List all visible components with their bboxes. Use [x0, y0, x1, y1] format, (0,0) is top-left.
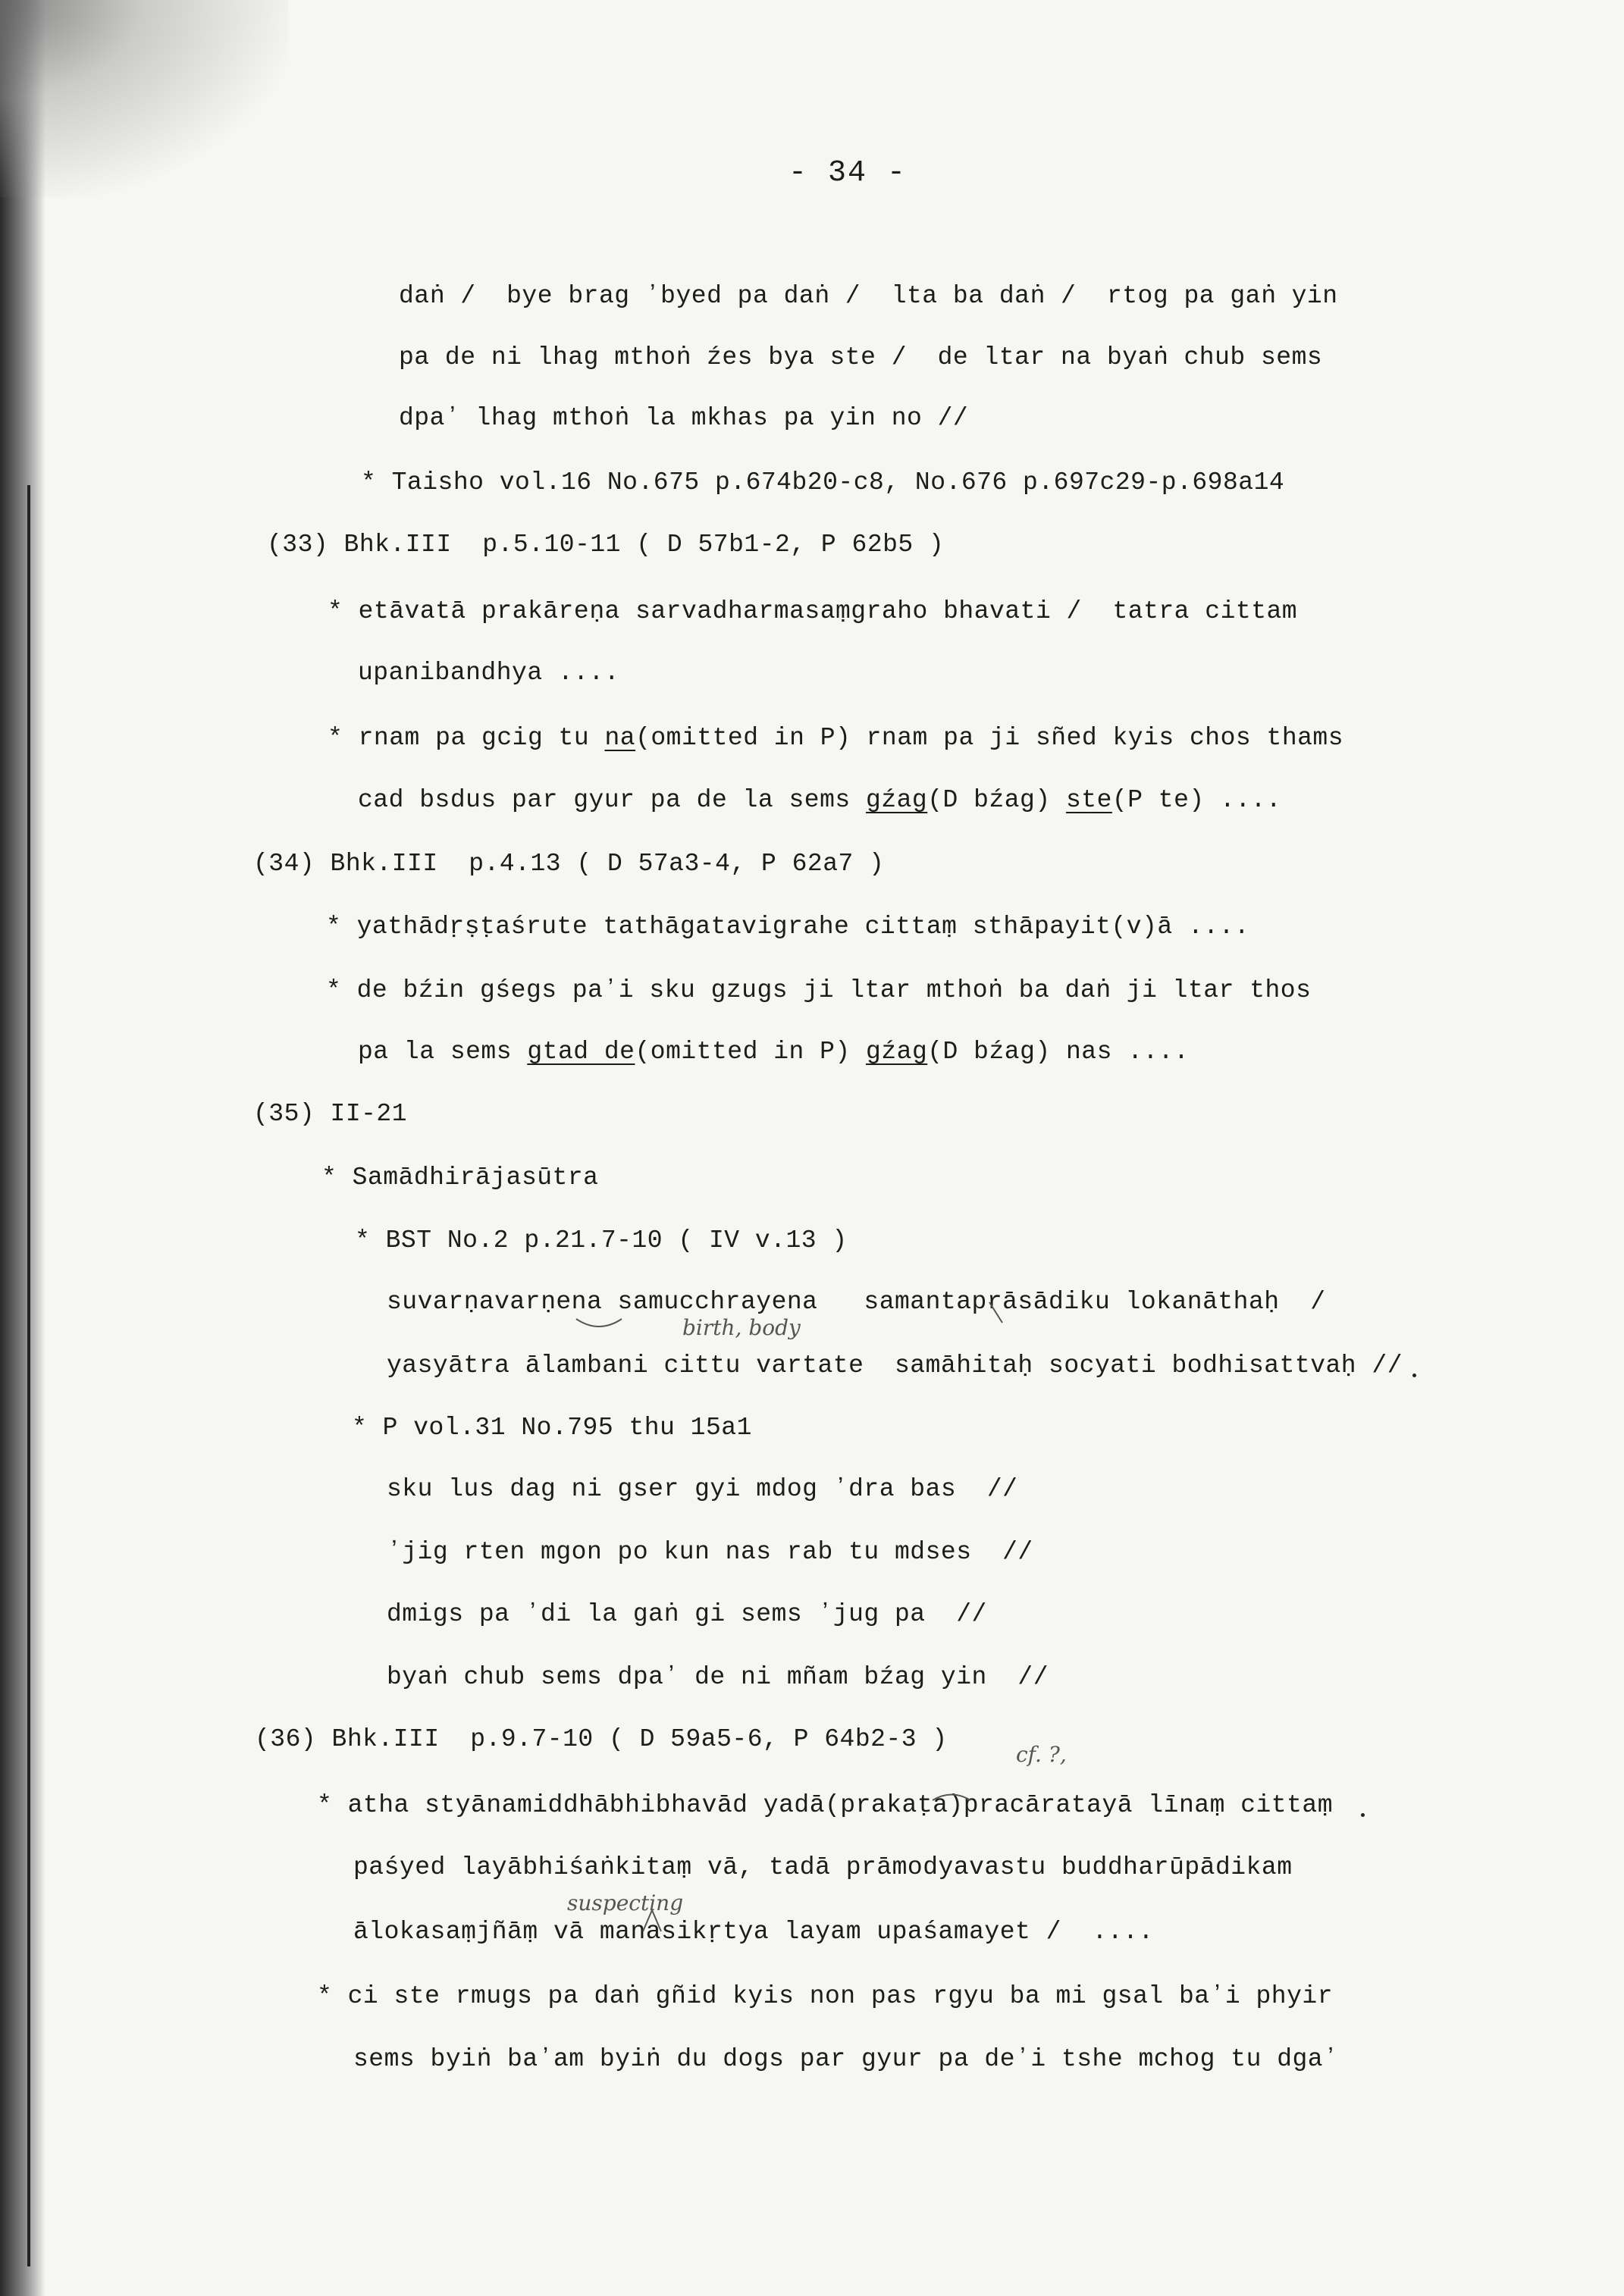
source-bst: * BST No.2 p.21.7-10 ( IV v.13 ): [355, 1226, 848, 1254]
text-segment: (D bźag) nas ....: [927, 1038, 1190, 1066]
sanskrit-line-5: paśyed layābhiśaṅkitaṃ vā, tadā prāmodyavastu buddharūpādikam: [353, 1853, 1293, 1881]
text-segment: cad bsdus par gyur pa de la sems: [358, 786, 867, 814]
underlined-reading: na: [604, 724, 636, 752]
underlined-reading: ste: [1065, 786, 1112, 814]
verse-tibetan-3: dmigs pa ʼdi la gaṅ gi sems ʼjug pa //: [387, 1600, 987, 1628]
tibetan-line-1: [328, 723, 1343, 753]
section-heading-35: (35) II-21: [253, 1100, 408, 1128]
tibetan-line-4: [358, 1037, 1189, 1067]
handwritten-note-suspecting: suspecting: [567, 1890, 684, 1915]
text-segment: * rnam pa gcig tu: [328, 724, 605, 752]
sanskrit-line-3: * yathādṛṣṭaśrute tathāgatavigrahe cittaṃ sthāpayit(v)ā ....: [326, 913, 1250, 941]
verse-sanskrit-2: yasyātra ālambani cittu vartate samāhitaḥ socyati bodhisattvaḥ //: [387, 1352, 1403, 1380]
verse-tibetan-2: ʼjig rten mgon po kun nas rab tu mdses //: [387, 1538, 1033, 1566]
verse-sanskrit-1: suvarṇavarṇena samucchrayena samantaprāsādiku lokanāthaḥ /: [387, 1288, 1326, 1316]
verse-tibetan-4: byaṅ chub sems dpaʼ de ni mñam bźag yin //: [387, 1663, 1049, 1691]
sutra-title: * Samādhirājasūtra: [321, 1164, 599, 1192]
text-line-3: dpaʼ lhag mthoṅ la mkhas pa yin no //: [399, 404, 969, 432]
underlined-reading: gźag: [866, 786, 928, 814]
text-segment: (P te) ....: [1111, 786, 1282, 814]
text-segment: pa la sems: [358, 1038, 528, 1066]
scan-corner-shadow: [0, 0, 288, 197]
handwritten-note-birth-body: birth, body: [682, 1315, 801, 1340]
text-segment: (D bźag): [927, 786, 1066, 814]
scan-edge-shadow: [0, 0, 45, 2296]
footnote-taisho: * Taisho vol.16 No.675 p.674b20-c8, No.676 p.697c29-p.698a14: [361, 468, 1285, 496]
underlined-reading: gźag: [866, 1038, 928, 1066]
text-segment: (omitted in P): [635, 1038, 867, 1066]
sanskrit-line-2: upanibandhya ....: [358, 659, 620, 687]
stray-dot: [1361, 1813, 1365, 1817]
sanskrit-line-6: ālokasaṃjñāṃ vā manasikṛtya layam upaśamayet / ....: [353, 1918, 1154, 1946]
verse-tibetan-1: sku lus dag ni gser gyi mdog ʼdra bas //: [387, 1475, 1018, 1503]
underlined-reading: gtad de: [527, 1038, 635, 1066]
text-segment: (omitted in P) rnam pa ji sñed kyis chos thams: [635, 724, 1344, 752]
sanskrit-line-1: * etāvatā prakāreṇa sarvadharmasaṃgraho bhavati / tatra cittam: [328, 597, 1298, 625]
text-line-2: pa de ni lhag mthoṅ źes bya ste / de ltar na byaṅ chub sems: [399, 343, 1323, 371]
tibetan-line-3: * de bźin gśegs paʼi sku gzugs ji ltar mthoṅ ba daṅ ji ltar thos: [326, 976, 1312, 1004]
handwritten-bracket: [576, 1319, 622, 1327]
section-heading-34: (34) Bhk.III p.4.13 ( D 57a3-4, P 62a7 ): [253, 850, 885, 878]
tibetan-line-6: sems byiṅ baʼam byiṅ du dogs par gyur pa deʼi tshe mchog tu dgaʼ: [353, 2045, 1339, 2073]
page-number: - 34 -: [788, 156, 908, 190]
stray-dot: [1412, 1374, 1416, 1377]
scan-edge-line: [27, 485, 30, 2266]
tibetan-line-5: * ci ste rmugs pa daṅ gñid kyis non pas rgyu ba mi gsal baʼi phyir: [317, 1982, 1334, 2010]
section-heading-33: (33) Bhk.III p.5.10-11 ( D 57b1-2, P 62b5 ): [267, 531, 945, 559]
sanskrit-line-4: * atha styānamiddhābhibhavād yadā(prakaṭa)pracāratayā līnaṃ cittaṃ: [317, 1791, 1334, 1819]
text-line-1: daṅ / bye brag ʼbyed pa daṅ / lta ba daṅ / rtog pa gaṅ yin: [399, 282, 1338, 310]
handwritten-note-cf: cf. ?,: [1016, 1742, 1067, 1767]
section-heading-36: (36) Bhk.III p.9.7-10 ( D 59a5-6, P 64b2-3 ): [255, 1725, 948, 1753]
source-p: * P vol.31 No.795 thu 15a1: [352, 1414, 752, 1442]
tibetan-line-2: [358, 785, 1281, 816]
